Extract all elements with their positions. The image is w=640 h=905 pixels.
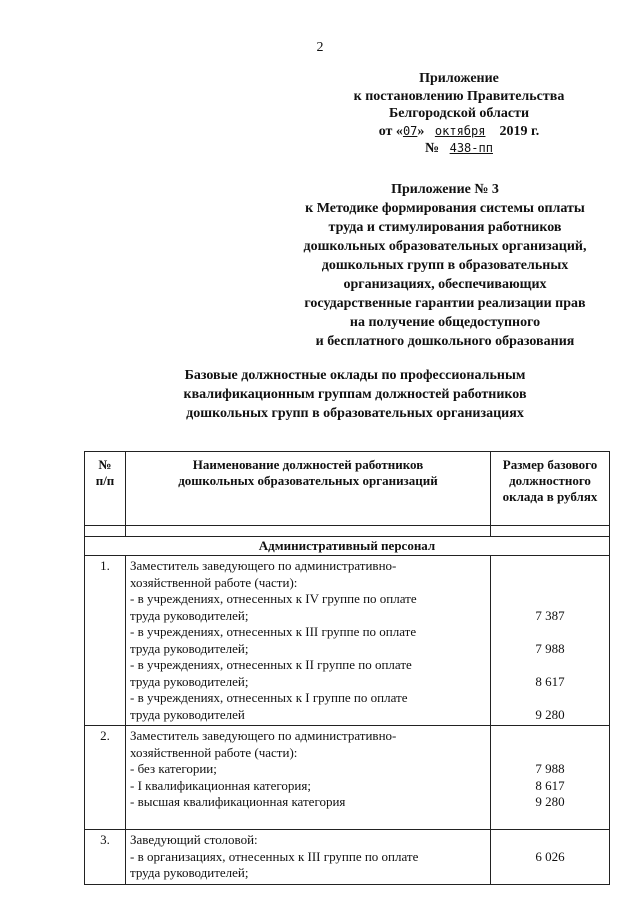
position-name-cell bbox=[126, 556, 491, 726]
appendix3-line: и бесплатного дошкольного образования bbox=[315, 334, 575, 349]
appendix3-line: Приложение № 3 bbox=[391, 182, 499, 197]
position-name-cell bbox=[126, 830, 491, 885]
appendix-line-1: Приложение bbox=[419, 71, 499, 86]
table-row bbox=[85, 556, 610, 726]
appendix-number-line bbox=[300, 140, 618, 158]
salary-value bbox=[495, 865, 605, 882]
heading-line: квалификационным группам должностей работников bbox=[183, 387, 527, 402]
table-row bbox=[85, 726, 610, 830]
appendix3-line: к Методике формирования системы оплаты bbox=[305, 201, 585, 216]
position-line: - I квалификационная категория; bbox=[130, 777, 311, 793]
header-name: Наименование должностей работников дошкольных образовательных организаций bbox=[126, 452, 491, 526]
position-line: труда руководителей; bbox=[130, 640, 249, 656]
appendix-line-2: к постановлению Правительства bbox=[353, 88, 565, 104]
position-line bbox=[130, 811, 486, 828]
header-num: № п/п bbox=[85, 452, 126, 526]
position-line: - высшая квалификационная категория bbox=[130, 794, 346, 809]
heading-line: дошкольных групп в образовательных организациях bbox=[186, 406, 524, 421]
appendix3-line: на получение общедоступного bbox=[349, 315, 541, 330]
table-row bbox=[85, 830, 610, 885]
position-line: труда руководителей; bbox=[130, 673, 249, 689]
page-number: 2 bbox=[316, 40, 324, 55]
salary-table bbox=[84, 451, 610, 885]
salary-value bbox=[495, 558, 605, 575]
number-value: 438-пп bbox=[449, 141, 493, 155]
position-line: - без категории; bbox=[130, 761, 217, 776]
appendix3-line: организациях, обеспечивающих bbox=[343, 277, 547, 292]
heading-line: Базовые должностные оклады по профессиональным bbox=[184, 368, 526, 383]
salary-value bbox=[495, 690, 605, 707]
position-line: труда руководителей bbox=[130, 706, 245, 722]
salary-value: 7 387 bbox=[535, 607, 565, 623]
salary-value: 9 280 bbox=[535, 706, 565, 722]
row-number: 1. bbox=[85, 556, 126, 726]
position-name-cell bbox=[126, 726, 491, 830]
position-line: - в учреждениях, отнесенных к I группе по оплате bbox=[130, 690, 408, 705]
date-year: 2019 г. bbox=[499, 123, 540, 139]
position-line: хозяйственной работе (части): bbox=[130, 574, 298, 590]
number-prefix: № bbox=[425, 141, 440, 156]
spacer-row bbox=[85, 526, 610, 537]
salary-value bbox=[495, 728, 605, 745]
appendix3-line: государственные гарантии реализации прав bbox=[304, 296, 586, 311]
salary-value bbox=[495, 832, 605, 849]
position-line: - в учреждениях, отнесенных к IV группе по оплате bbox=[130, 591, 417, 606]
salary-value: 6 026 bbox=[535, 848, 565, 864]
salary-value bbox=[495, 811, 605, 828]
table-heading bbox=[150, 366, 560, 423]
salary-value bbox=[495, 591, 605, 608]
appendix3-line: дошкольных образовательных организаций, bbox=[303, 239, 587, 254]
salary-value bbox=[495, 657, 605, 674]
position-line: Заместитель заведующего по административно- bbox=[130, 728, 397, 743]
appendix-line-3: Белгородской области bbox=[388, 106, 530, 121]
salary-value bbox=[495, 624, 605, 641]
date-month: октября bbox=[434, 123, 486, 138]
position-line: хозяйственной работе (части): bbox=[130, 744, 298, 760]
salary-value: 8 617 bbox=[535, 777, 565, 793]
row-number: 2. bbox=[85, 726, 126, 830]
header-salary: Размер базового должностного оклада в рублях bbox=[491, 452, 610, 526]
date-day: 07 bbox=[402, 123, 418, 138]
appendix-date-line bbox=[300, 123, 618, 141]
salary-cell bbox=[491, 726, 610, 830]
appendix-header bbox=[300, 70, 618, 158]
row-number: 3. bbox=[85, 830, 126, 885]
section-title: Административный персонал bbox=[85, 537, 610, 556]
date-prefix: от « bbox=[378, 123, 403, 139]
position-line: труда руководителей; bbox=[130, 607, 249, 623]
salary-value: 9 280 bbox=[535, 794, 565, 809]
appendix3-block bbox=[270, 180, 620, 351]
position-line: - в учреждениях, отнесенных к III группе по оплате bbox=[130, 624, 417, 639]
salary-value: 7 988 bbox=[535, 761, 565, 776]
salary-cell bbox=[491, 830, 610, 885]
salary-value: 7 988 bbox=[535, 640, 565, 656]
position-line: труда руководителей; bbox=[130, 865, 249, 880]
appendix3-line: труда и стимулирования работников bbox=[328, 220, 562, 235]
position-line: Заместитель заведующего по административно- bbox=[130, 558, 397, 573]
salary-cell bbox=[491, 556, 610, 726]
appendix3-line: дошкольных групп в образовательных bbox=[321, 258, 569, 273]
salary-value bbox=[495, 575, 605, 592]
position-line: Заведующий столовой: bbox=[130, 832, 258, 847]
date-mid: » bbox=[417, 123, 425, 139]
table-header-row bbox=[85, 452, 610, 526]
salary-value bbox=[495, 745, 605, 762]
position-line: - в организациях, отнесенных к III группе по оплате bbox=[130, 848, 419, 864]
salary-value: 8 617 bbox=[535, 673, 565, 689]
position-line: - в учреждениях, отнесенных к II группе по оплате bbox=[130, 657, 412, 672]
section-row bbox=[85, 537, 610, 556]
